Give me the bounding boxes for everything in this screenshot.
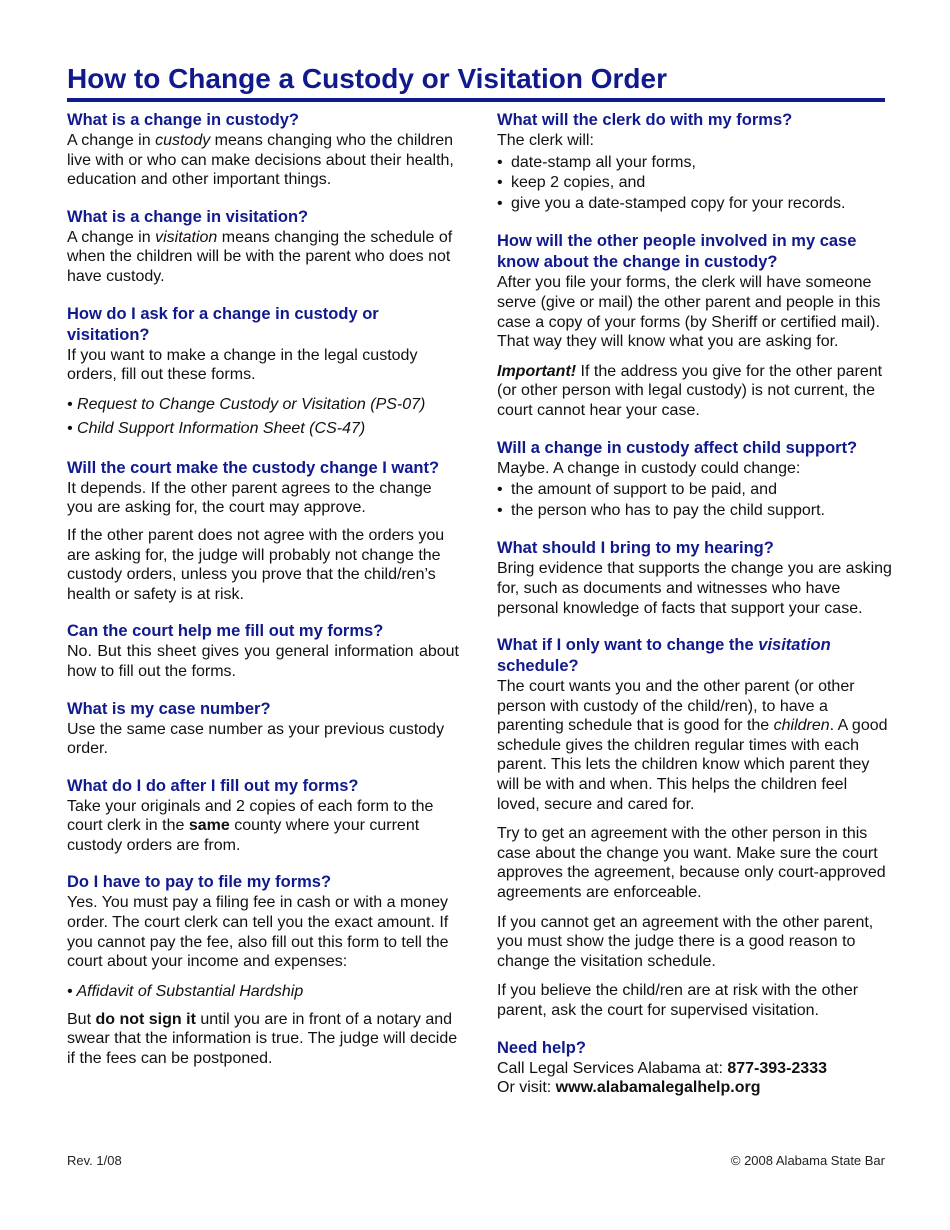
section-heading: How will the other people involved in my case know about the change in custody? [497,232,857,272]
section-heading: Will the court make the custody change I want? [67,458,440,477]
section-text [497,677,892,814]
section-text: The clerk will: [497,132,594,149]
help-website-line [497,1078,892,1098]
section-text: If you believe the child/ren are at risk with the other parent, ask the court for supervised visitation. [497,982,859,1019]
bullet-list [497,480,892,521]
section-case-number [67,699,459,759]
important-label: Important! [497,362,577,380]
form-item: • Affidavit of Substantial Hardship [67,982,304,1000]
text-run: The court wants you and the other parent (or other person with custody of the child/ren), to have a parenting schedule that is good for the [497,678,855,735]
section-court-help [67,621,459,681]
emphasis-text: children [773,717,830,735]
section-heading: Will a change in custody affect child support? [497,438,858,457]
section-text: Use the same case number as your previous custody order. [67,720,445,758]
section-pay-file [67,872,459,1068]
section-text [67,1010,459,1069]
text-run: A change in [67,132,156,149]
text-run: A change in [67,228,156,246]
right-column [497,110,892,1115]
emphasis-text: custody [155,132,211,149]
left-column [67,110,459,1086]
help-phone-line [497,1059,892,1079]
text-run: county where your current custody orders are from. [67,817,420,854]
section-text: No. But this sheet gives you general information about how to fill out the forms. [67,643,459,680]
list-item: • keep 2 copies, and [497,173,892,194]
section-text: If you cannot get an agreement with the other parent, you must show the judge there is a good reason to change the visitation schedule. [497,913,874,970]
section-text: It depends. If the other parent agrees to the change you are asking for, the court may approve. [67,479,432,517]
list-item: • date-stamp all your forms, [497,153,892,174]
section-heading: What is my case number? [67,699,271,718]
text-run: Or visit: [497,1079,556,1097]
list-item: • give you a date-stamped copy for your records. [497,194,892,215]
section-heading: What do I do after I fill out my forms? [67,776,359,795]
section-text [67,131,459,190]
section-heading: Need help? [497,1038,586,1057]
footer-copyright: © 2008 Alabama State Bar [730,1153,885,1168]
section-heading: Can the court help me fill out my forms? [67,622,384,641]
section-text: If the other parent does not agree with the orders you are asking for, the judge will probably not change the custody orders, unless you prove that the child/ren’s health or safety is at risk. [67,526,445,603]
section-heading: What is a change in custody? [67,111,299,129]
list-item: • the person who has to pay the child support. [497,501,892,522]
section-heading [497,635,892,677]
text-run: schedule? [497,657,579,676]
section-change-custody [67,110,459,190]
section-text [67,228,459,287]
footer-revision: Rev. 1/08 [67,1153,122,1168]
section-heading: What is a change in visitation? [67,207,309,226]
form-item: • Request to Change Custody or Visitation (PS-07) [67,395,426,413]
form-list [67,980,459,1004]
list-item: • the amount of support to be paid, and [497,480,892,501]
section-heading: What should I bring to my hearing? [497,539,774,558]
strong-text: same [188,817,230,835]
section-after-fill [67,776,459,856]
text-run: means changing who the children live with or who can make decisions about their health, education and other important things. [67,132,454,189]
text-run: Take your originals and 2 copies of each form to the court clerk in the [67,797,434,835]
form-list [67,393,459,441]
section-how-ask [67,304,459,441]
text-run: What if I only want to change the [497,636,759,655]
section-change-visitation [67,207,459,287]
website-link[interactable]: www.alabamalegalhelp.org [555,1079,761,1097]
section-text: After you file your forms, the clerk will have someone serve (give or mail) the other parent and people in this case a copy of your forms (by Sheriff or certified mail). That way they will know what you are asking for. [497,274,881,351]
text-run: . A good schedule gives the children regular times with each parent. This lets the children know which parent they will be with and when. This helps the children feel loved, secure and cared for. [497,717,888,813]
section-need-help [497,1038,892,1098]
section-text: Yes. You must pay a filing fee in cash or with a money order. The court clerk can tell you the exact amount. If you cannot pay the fee, also fill out this form to tell the court about your income and expenses: [67,894,449,971]
strong-text: do not sign it [95,1010,196,1028]
section-text: If you want to make a change in the legal custody orders, fill out these forms. [67,346,418,384]
section-text: Try to get an agreement with the other person in this case about the change you want. Make sure the court approves the agreement, because only court-approved agreements are enforceable. [497,825,886,902]
section-heading: What will the clerk do with my forms? [497,111,793,129]
phone-number: 877-393-2333 [727,1059,827,1077]
bullet-list [497,153,892,215]
text-run: If the address you give for the other parent (or other person with legal custody) is not current, the court cannot hear your case. [497,362,883,419]
emphasis-text: visitation [155,228,218,246]
section-child-support [497,438,892,522]
text-run: means changing the schedule of when the children will be with the parent who does not have custody. [67,228,453,285]
text-run: Call Legal Services Alabama at: [497,1059,728,1077]
section-hearing [497,538,892,618]
page-title: How to Change a Custody or Visitation Order [67,60,885,102]
section-text: Maybe. A change in custody could change: [497,459,801,477]
section-text [497,362,892,421]
emphasis-text: visitation [758,636,831,655]
section-others-know [497,231,892,420]
text-run: until you are in front of a notary and swear that the information is true. The judge will decide if the fees can be postponed. [67,1010,458,1068]
section-text: Bring evidence that supports the change you are asking for, such as documents and witnesses who have personal knowledge of facts that support your case. [497,560,892,617]
text-run: But [67,1010,96,1028]
section-clerk [497,110,892,214]
section-heading: How do I ask for a change in custody or visitation? [67,304,379,344]
section-heading: Do I have to pay to file my forms? [67,873,332,892]
section-court-make [67,458,459,605]
section-visitation-only [497,635,892,1021]
section-text [67,797,459,856]
form-item: • Child Support Information Sheet (CS-47) [67,419,366,437]
